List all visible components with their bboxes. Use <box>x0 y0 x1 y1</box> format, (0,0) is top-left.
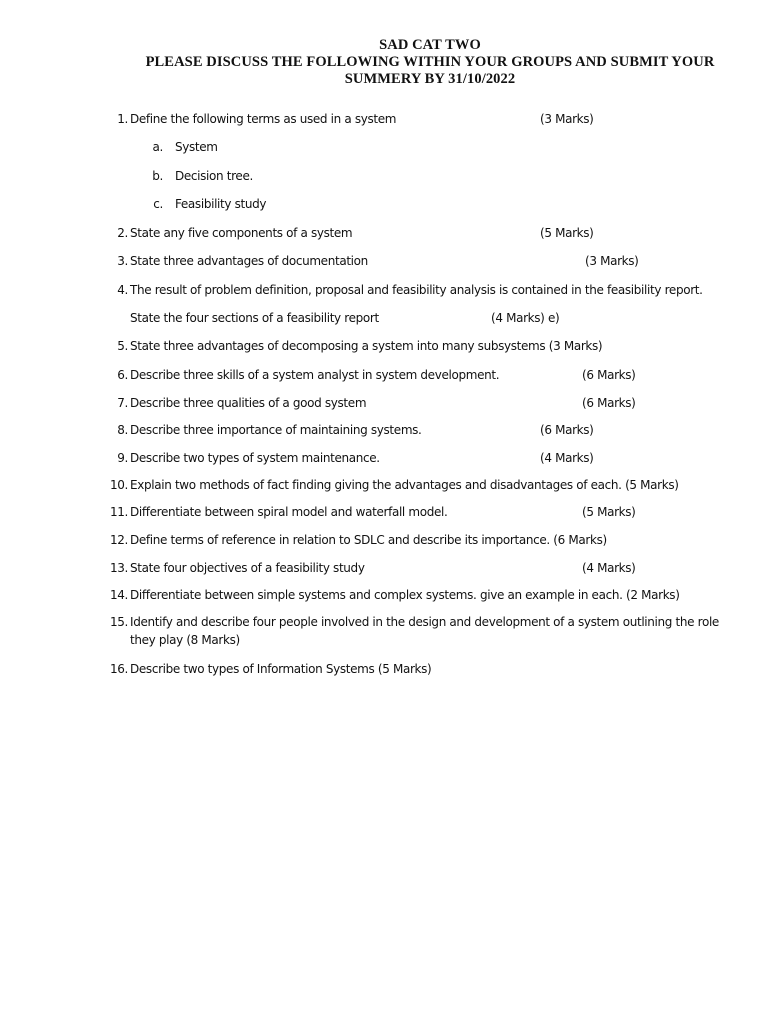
question-1 <box>117 110 397 128</box>
question-text: The result of problem definition, proposal and feasibility analysis is contained in the feasibility report. <box>130 283 703 297</box>
question-number: 15. <box>109 615 128 629</box>
question-1c <box>153 195 267 213</box>
question-1a <box>152 138 218 156</box>
question-number: 10. <box>109 478 128 492</box>
question-text: Differentiate between spiral model and waterfall model. <box>130 505 448 519</box>
question-1-marks: (3 Marks) <box>540 112 594 126</box>
header-instruction: PLEASE DISCUSS THE FOLLOWING WITHIN YOUR GROUPS AND SUBMIT YOUR <box>145 54 715 70</box>
question-9-marks: (4 Marks) <box>540 451 594 465</box>
question-number: 2. <box>117 226 128 240</box>
question-3 <box>117 252 368 270</box>
sub-item-letter: a. <box>152 140 163 154</box>
sub-item-text: System <box>175 140 218 154</box>
header-title: SAD CAT TWO <box>379 37 481 53</box>
question-9 <box>117 449 380 467</box>
question-7-marks: (6 Marks) <box>582 396 636 410</box>
question-number: 7. <box>117 396 128 410</box>
question-number: 14. <box>109 588 128 602</box>
question-number: 6. <box>117 368 128 382</box>
question-text: Identify and describe four people involved in the design and development of a system outlining the role they play (8 Marks) <box>130 615 719 647</box>
sub-item-text: Feasibility study <box>175 197 267 211</box>
question-14 <box>109 586 680 604</box>
question-text: Differentiate between simple systems and complex systems. give an example in each. (2 Marks) <box>130 588 680 602</box>
question-text: State any five components of a system <box>130 226 353 240</box>
question-text: Describe two types of system maintenance. <box>130 451 380 465</box>
question-7 <box>117 394 367 412</box>
question-text: Describe three skills of a system analyst in system development. <box>130 368 500 382</box>
question-text: Describe three importance of maintaining systems. <box>130 423 422 437</box>
question-13 <box>109 559 365 577</box>
question-text: Describe two types of Information Systems (5 Marks) <box>130 662 432 676</box>
sub-item-letter: c. <box>153 197 163 211</box>
header-deadline: SUMMERY BY 31/10/2022 <box>344 71 516 87</box>
question-6 <box>117 366 500 384</box>
question-text: Define the following terms as used in a system <box>130 112 397 126</box>
question-number: 13. <box>109 561 128 575</box>
question-text: State the four sections of a feasibility report <box>130 311 379 325</box>
sub-item-letter: b. <box>152 169 163 183</box>
question-text: Explain two methods of fact finding giving the advantages and disadvantages of each. (5 Marks) <box>130 478 679 492</box>
question-text: State four objectives of a feasibility study <box>130 561 365 575</box>
question-4-continuation <box>130 309 379 327</box>
question-1b <box>152 167 253 185</box>
question-6-marks: (6 Marks) <box>582 368 636 382</box>
question-13-marks: (4 Marks) <box>582 561 636 575</box>
question-number: 9. <box>117 451 128 465</box>
question-4 <box>117 281 703 299</box>
question-2-marks: (5 Marks) <box>540 226 594 240</box>
question-3-marks: (3 Marks) <box>585 254 639 268</box>
question-text: State three advantages of decomposing a system into many subsystems (3 Marks) <box>130 339 603 353</box>
sub-item-text: Decision tree. <box>175 169 253 183</box>
question-8-marks: (6 Marks) <box>540 423 594 437</box>
question-16 <box>109 660 432 678</box>
question-number: 11. <box>109 505 128 519</box>
question-number: 8. <box>117 423 128 437</box>
question-11 <box>109 503 448 521</box>
question-number: 3. <box>117 254 128 268</box>
document-header <box>110 37 750 88</box>
question-10 <box>109 476 679 494</box>
question-8 <box>117 421 422 439</box>
question-number: 1. <box>117 112 128 126</box>
question-number: 16. <box>109 662 128 676</box>
question-number: 12. <box>109 533 128 547</box>
question-number: 5. <box>117 339 128 353</box>
question-text: Define terms of reference in relation to SDLC and describe its importance. (6 Marks) <box>130 533 607 547</box>
question-text: Describe three qualities of a good system <box>130 396 367 410</box>
question-number: 4. <box>117 283 128 297</box>
question-text: State three advantages of documentation <box>130 254 368 268</box>
question-12 <box>109 531 607 549</box>
question-2 <box>117 224 353 242</box>
question-4-marks: (4 Marks) e) <box>491 311 560 325</box>
question-15 <box>109 613 720 649</box>
question-5 <box>117 337 603 355</box>
question-11-marks: (5 Marks) <box>582 505 636 519</box>
